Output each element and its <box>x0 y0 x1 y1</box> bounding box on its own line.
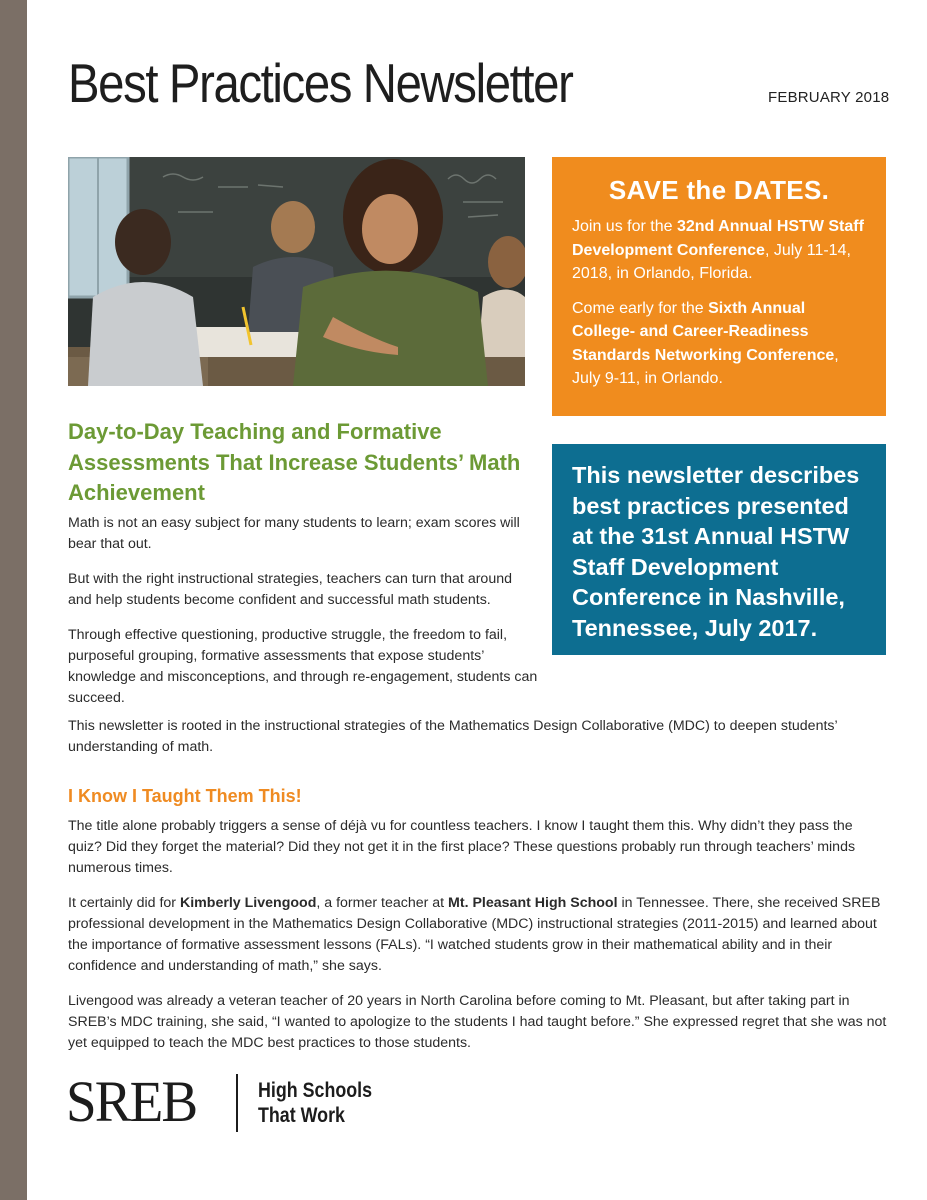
section-title: I Know I Taught Them This! <box>68 786 302 806</box>
issue-date: FEBRUARY 2018 <box>768 89 890 106</box>
article-paragraph-4: This newsletter is rooted in the instructional strategies of the Mathematics Design Collaborative (MDC) to deepen students’ understanding of math. <box>68 718 838 755</box>
article-paragraph-3: Through effective questioning, productive struggle, the freedom to fail, purposeful grouping, formative assessments that expose students’ knowledge and misconceptions, and through re-engagement, students can succeed. <box>68 627 538 706</box>
article-paragraph-1: Math is not an easy subject for many students to learn; exam scores will bear that out. <box>68 515 520 552</box>
logo-divider <box>236 1074 238 1132</box>
article-paragraph-2: But with the right instructional strategies, teachers can turn that around and help students become confident and successful math students. <box>68 571 512 608</box>
conference-announcement: Join us for the 32nd Annual HSTW Staff Development Conference, July 11-14, 2018, in Orlando, Florida. <box>572 218 864 282</box>
section-paragraph-2: It certainly did for Kimberly Livengood, a former teacher at Mt. Pleasant High School in Tennessee. There, she received SREB professional development in the Mathematics Design Collaborative (MDC) instructional strategies (2011-2015) and learned about the importance of formative assessment lessons (FALs). “I watched students grow in their mathematical ability and in their confidence and understanding of math,” she says. <box>68 895 881 974</box>
hstw-logo: High Schools That Work <box>258 1079 373 1127</box>
side-accent-bar <box>0 0 27 1200</box>
newsletter-description-box <box>552 444 886 655</box>
save-the-dates-box <box>552 157 886 416</box>
section-paragraph-3: Livengood was already a veteran teacher of 20 years in North Carolina before coming to Mt. Pleasant, but after taking part in SREB’s MDC training, she said, “I wanted to apologize to the students I had taught before.” She expressed regret that she was not yet equipped to teach the MDC best practices to those students. <box>68 993 887 1051</box>
networking-conference-announcement: Come early for the Sixth Annual College- and Career-Readiness Standards Networking Conference, July 9-11, in Orlando. <box>572 299 839 387</box>
classroom-photo <box>68 157 525 386</box>
article-title: Day-to-Day Teaching and Formative Assessments That Increase Students’ Math Achievement <box>68 419 521 505</box>
newsletter-title: Best Practices Newsletter <box>68 52 573 114</box>
section-paragraph-1: The title alone probably triggers a sense of déjà vu for countless teachers. I know I taught them this. Why didn’t they pass the quiz? Did they forget the material? Did they not get it in the first place? These questions probably run through teachers’ minds numerous times. <box>68 818 856 876</box>
newsletter-description: This newsletter describes best practices presented at the 31st Annual HSTW Staff Development Conference in Nashville, Tennessee, July 2017. <box>572 462 860 641</box>
sreb-logo: SREB <box>66 1069 197 1134</box>
save-the-dates-title: SAVE the DATES. <box>608 175 830 205</box>
